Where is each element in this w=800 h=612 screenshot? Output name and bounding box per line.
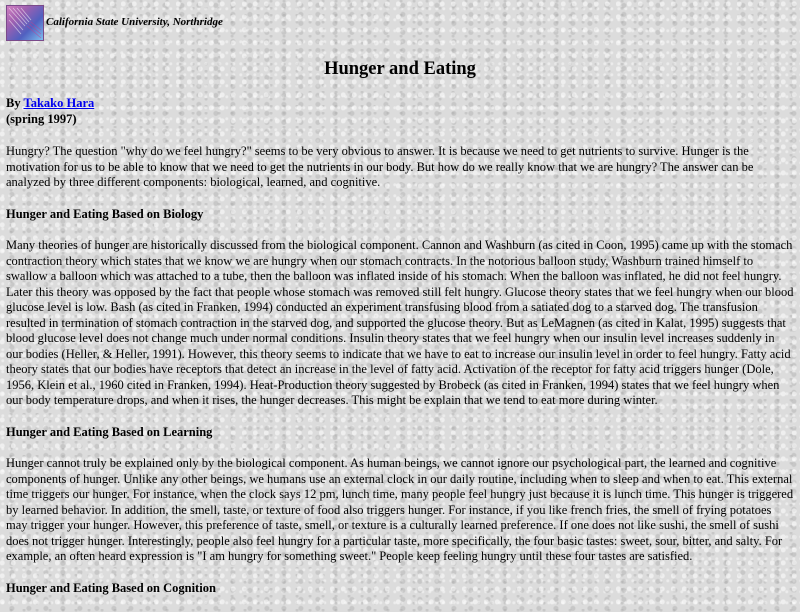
byline — [6, 96, 94, 127]
intro-paragraph: Hungry? The question "why do we feel hungry?" seems to be very obvious to answer. It is because we need to get nutrients to survive. Hunger is the motivation for us to be able to know that we need to get the nutrients in our body. But how do we really know that we are hungry? The answer can be analyzed by three different components: biological, learned, and cognitive. — [6, 144, 754, 189]
section-body-biology: Many theories of hunger are historically discussed from the biological component. Cannon and Washburn (as cited in Coon, 1995) came up with the stomach contraction theory which states that we know we are hungry when our stomach contracts. In the notorious balloon study, Washburn trained himself to swallow a balloon which was attached to a tube, then the balloon was inflated inside of his stomach. When the balloon was inflated, he did not feel hungry. Later this theory was opposed by the fact that people whose stomach was removed still felt hungry. Glucose theory states that we feel hungry when our blood glucose level is low. Bash (as cited in Franken, 1994) conducted an experiment transfusing blood from a satiated dog to a starved dog. The transfusion resulted in termination of stomach contraction in the starved dog, and supported the glucose theory. But as LeMagnen (as cited in Kalat, 1995) suggests that blood glucose level does not change much under normal conditions. Insulin theory states that we feel hungry when our insulin level increases suddenly in our bodies (Heller, & Heller, 1991). However, this theory seems to indicate that we have to eat to increase our insulin level in order to feel hungry. Fatty acid theory states that our bodies have receptors that detect an increase in the level of fatty acid. Activation of the receptor for fatty acid triggers hunger (Dole, 1956, Klein et al., 1960 cited in Franken, 1994). Heat-Production theory suggested by Brobeck (as cited in Franken, 1994) states that we feel hungry when our body temperature drops, and when it rises, the hunger decreases. This might be explain that we tend to eat more during winter. — [6, 238, 794, 407]
article-body — [6, 144, 794, 612]
section-body-learning: Hunger cannot truly be explained only by the biological component. As human beings, we cannot ignore our psychological part, the learned and cognitive components of hunger. Unlike any other beings, we humans use an external clock in our daily routine, including when to sleep and when to eat. This external time triggers our hunger. For instance, when the clock says 12 pm, lunch time, many people feel hungry just because it is lunch time. This hunger is triggered by learned behavior. In addition, the smell, taste, or texture of food also triggers hunger. For instance, if you like french fries, the smell of frying potatoes may trigger your hunger. However, this preference of taste, smell, or texture is a culturally learned preference. If one does not like sushi, the smell of sushi does not trigger hunger. Interestingly, people also feel hungry for a particular taste, more specifically, the four basic tastes: sweet, sour, bitter, and salty. For example, an often heard expression is "I am hungry for something sweet." People keep feeling hungry until these four tastes are satisfied. — [6, 456, 794, 563]
section-heading-learning: Hunger and Eating Based on Learning — [6, 424, 213, 439]
byline-prefix: By — [6, 96, 24, 110]
section-heading-cognition: Hunger and Eating Based on Cognition — [6, 580, 216, 595]
university-logo — [6, 5, 44, 41]
header — [6, 5, 223, 41]
byline-date: (spring 1997) — [6, 111, 77, 126]
section-heading-biology: Hunger and Eating Based on Biology — [6, 206, 204, 221]
page-title: Hunger and Eating — [324, 59, 476, 79]
author-link[interactable]: Takako Hara — [23, 96, 95, 110]
university-name: California State University, Northridge — [46, 16, 223, 29]
